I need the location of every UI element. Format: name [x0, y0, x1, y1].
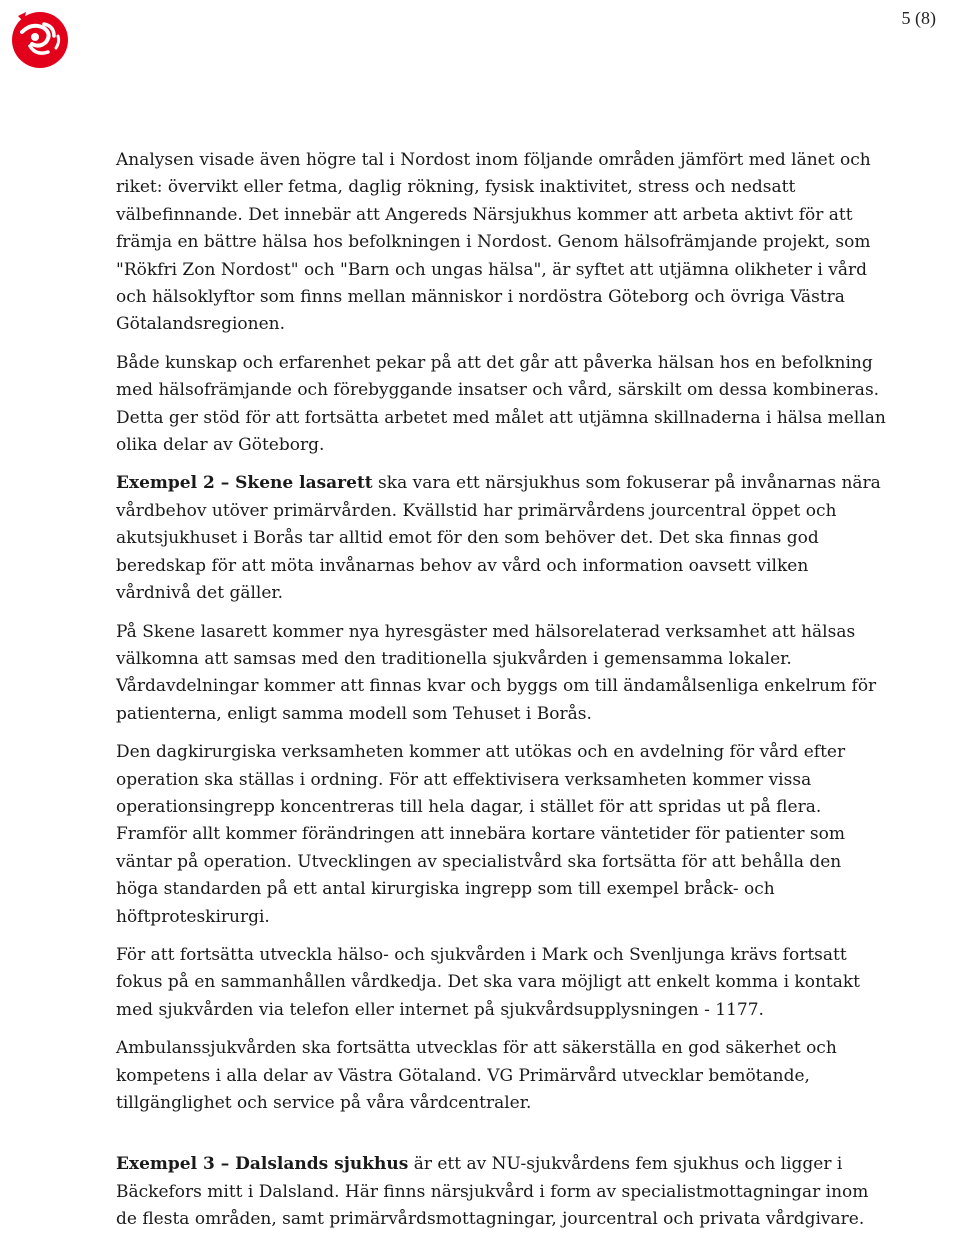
paragraph-text: På Skene lasarett kommer nya hyresgäster med hälsorelaterad verksamhet att hälsas välkomna att samsas med den traditionella sjukvården i gemensamma lokaler. Vårdavdelningar kommer att finnas kvar och byggs om till ändamålsenliga enkelrum för patienterna, enligt samma modell som Tehuset i Borås. [116, 621, 877, 724]
paragraph-text: Ambulanssjukvården ska fortsätta utvecklas för att säkerställa en god säkerhet och kompetens i alla delar av Västra Götaland. VG Primärvård utvecklar bemötande, tillgänglighet och service på våra vårdcentraler. [116, 1038, 837, 1113]
paragraph-text: För att fortsätta utveckla hälso- och sjukvården i Mark och Svenljunga krävs fortsatt fokus på en sammanhållen vårdkedja. Det ska vara möjligt att enkelt komma i kontakt med sjukvården via telefon eller internet på sjukvårdsupplysningen - 1177. [116, 944, 860, 1020]
paragraph-skene-tenants [116, 619, 886, 729]
paragraph-text: är ett av NU-sjukvårdens fem sjukhus och ligger i Bäckefors mitt i Dalsland. Här finns närsjukvård i form av specialistmottagningar inom de flesta områden, samt primärvårdsmottagningar, jourcentral och privata vårdgivare. [116, 1154, 869, 1230]
paragraph-example-2 [116, 470, 886, 607]
example-heading: Exempel 2 – Skene lasarett [116, 473, 373, 494]
paragraph-nordost-analysis [116, 147, 886, 339]
paragraph-example-3 [116, 1151, 886, 1233]
rose-logo-icon [4, 2, 74, 72]
paragraph-day-surgery [116, 739, 886, 931]
page-number: 5 (8) [901, 8, 936, 28]
paragraph-text: Analysen visade även högre tal i Nordost inom följande områden jämfört med länet och riket: övervikt eller fetma, daglig rökning, fysisk inaktivitet, stress och nedsatt välbefinnande. Det innebär att Angereds Närsjukhus kommer att arbeta aktivt för att främja en bättre hälsa hos befolkningen i Nordost. Genom hälsofrämjande projekt, som "Rökfri Zon Nordost" och "Barn och ungas hälsa", är syftet att utjämna olikheter i vård och hälsoklyftor som finns mellan människor i nordöstra Göteborg och övriga Västra Götalandsregionen. [116, 150, 871, 335]
paragraph-knowledge-experience [116, 350, 886, 460]
paragraph-text: ska vara ett närsjukhus som fokuserar på invånarnas nära vårdbehov utöver primärvården. Kvällstid har primärvårdens jourcentral öppet och akutsjukhuset i Borås tar alltid emot för den som behöver det. Det ska finnas god beredskap för att möta invånarnas behov av vård och information oavsett vilken vårdnivå det gäller. [116, 473, 881, 604]
paragraph-text: Både kunskap och erfarenhet pekar på att det går att påverka hälsan hos en befolkning med hälsofrämjande och förebyggande insatser och vård, särskilt om dessa kombineras. Detta ger stöd för att fortsätta arbetet med målet att utjämna skillnaderna i hälsa mellan olika delar av Göteborg. [116, 352, 886, 456]
example-heading: Exempel 3 – Dalslands sjukhus [116, 1154, 409, 1175]
paragraph-ambulance [116, 1035, 886, 1117]
paragraph-text: Den dagkirurgiska verksamheten kommer att utökas och en avdelning för vård efter operation ska ställas i ordning. För att effektivisera verksamheten kommer vissa operationsingrepp koncentreras till hela dagar, i stället för att spridas ut på flera. Framför allt kommer förändringen att innebära kortare väntetider för patienter som väntar på operation. Utvecklingen av specialistvård ska fortsätta för att behålla den höga standarden på ett antal kirurgiska ingrepp som till exempel bråck- och höftproteskirurgi. [116, 742, 846, 927]
paragraph-care-chain [116, 942, 886, 1024]
document-body [116, 147, 886, 1245]
